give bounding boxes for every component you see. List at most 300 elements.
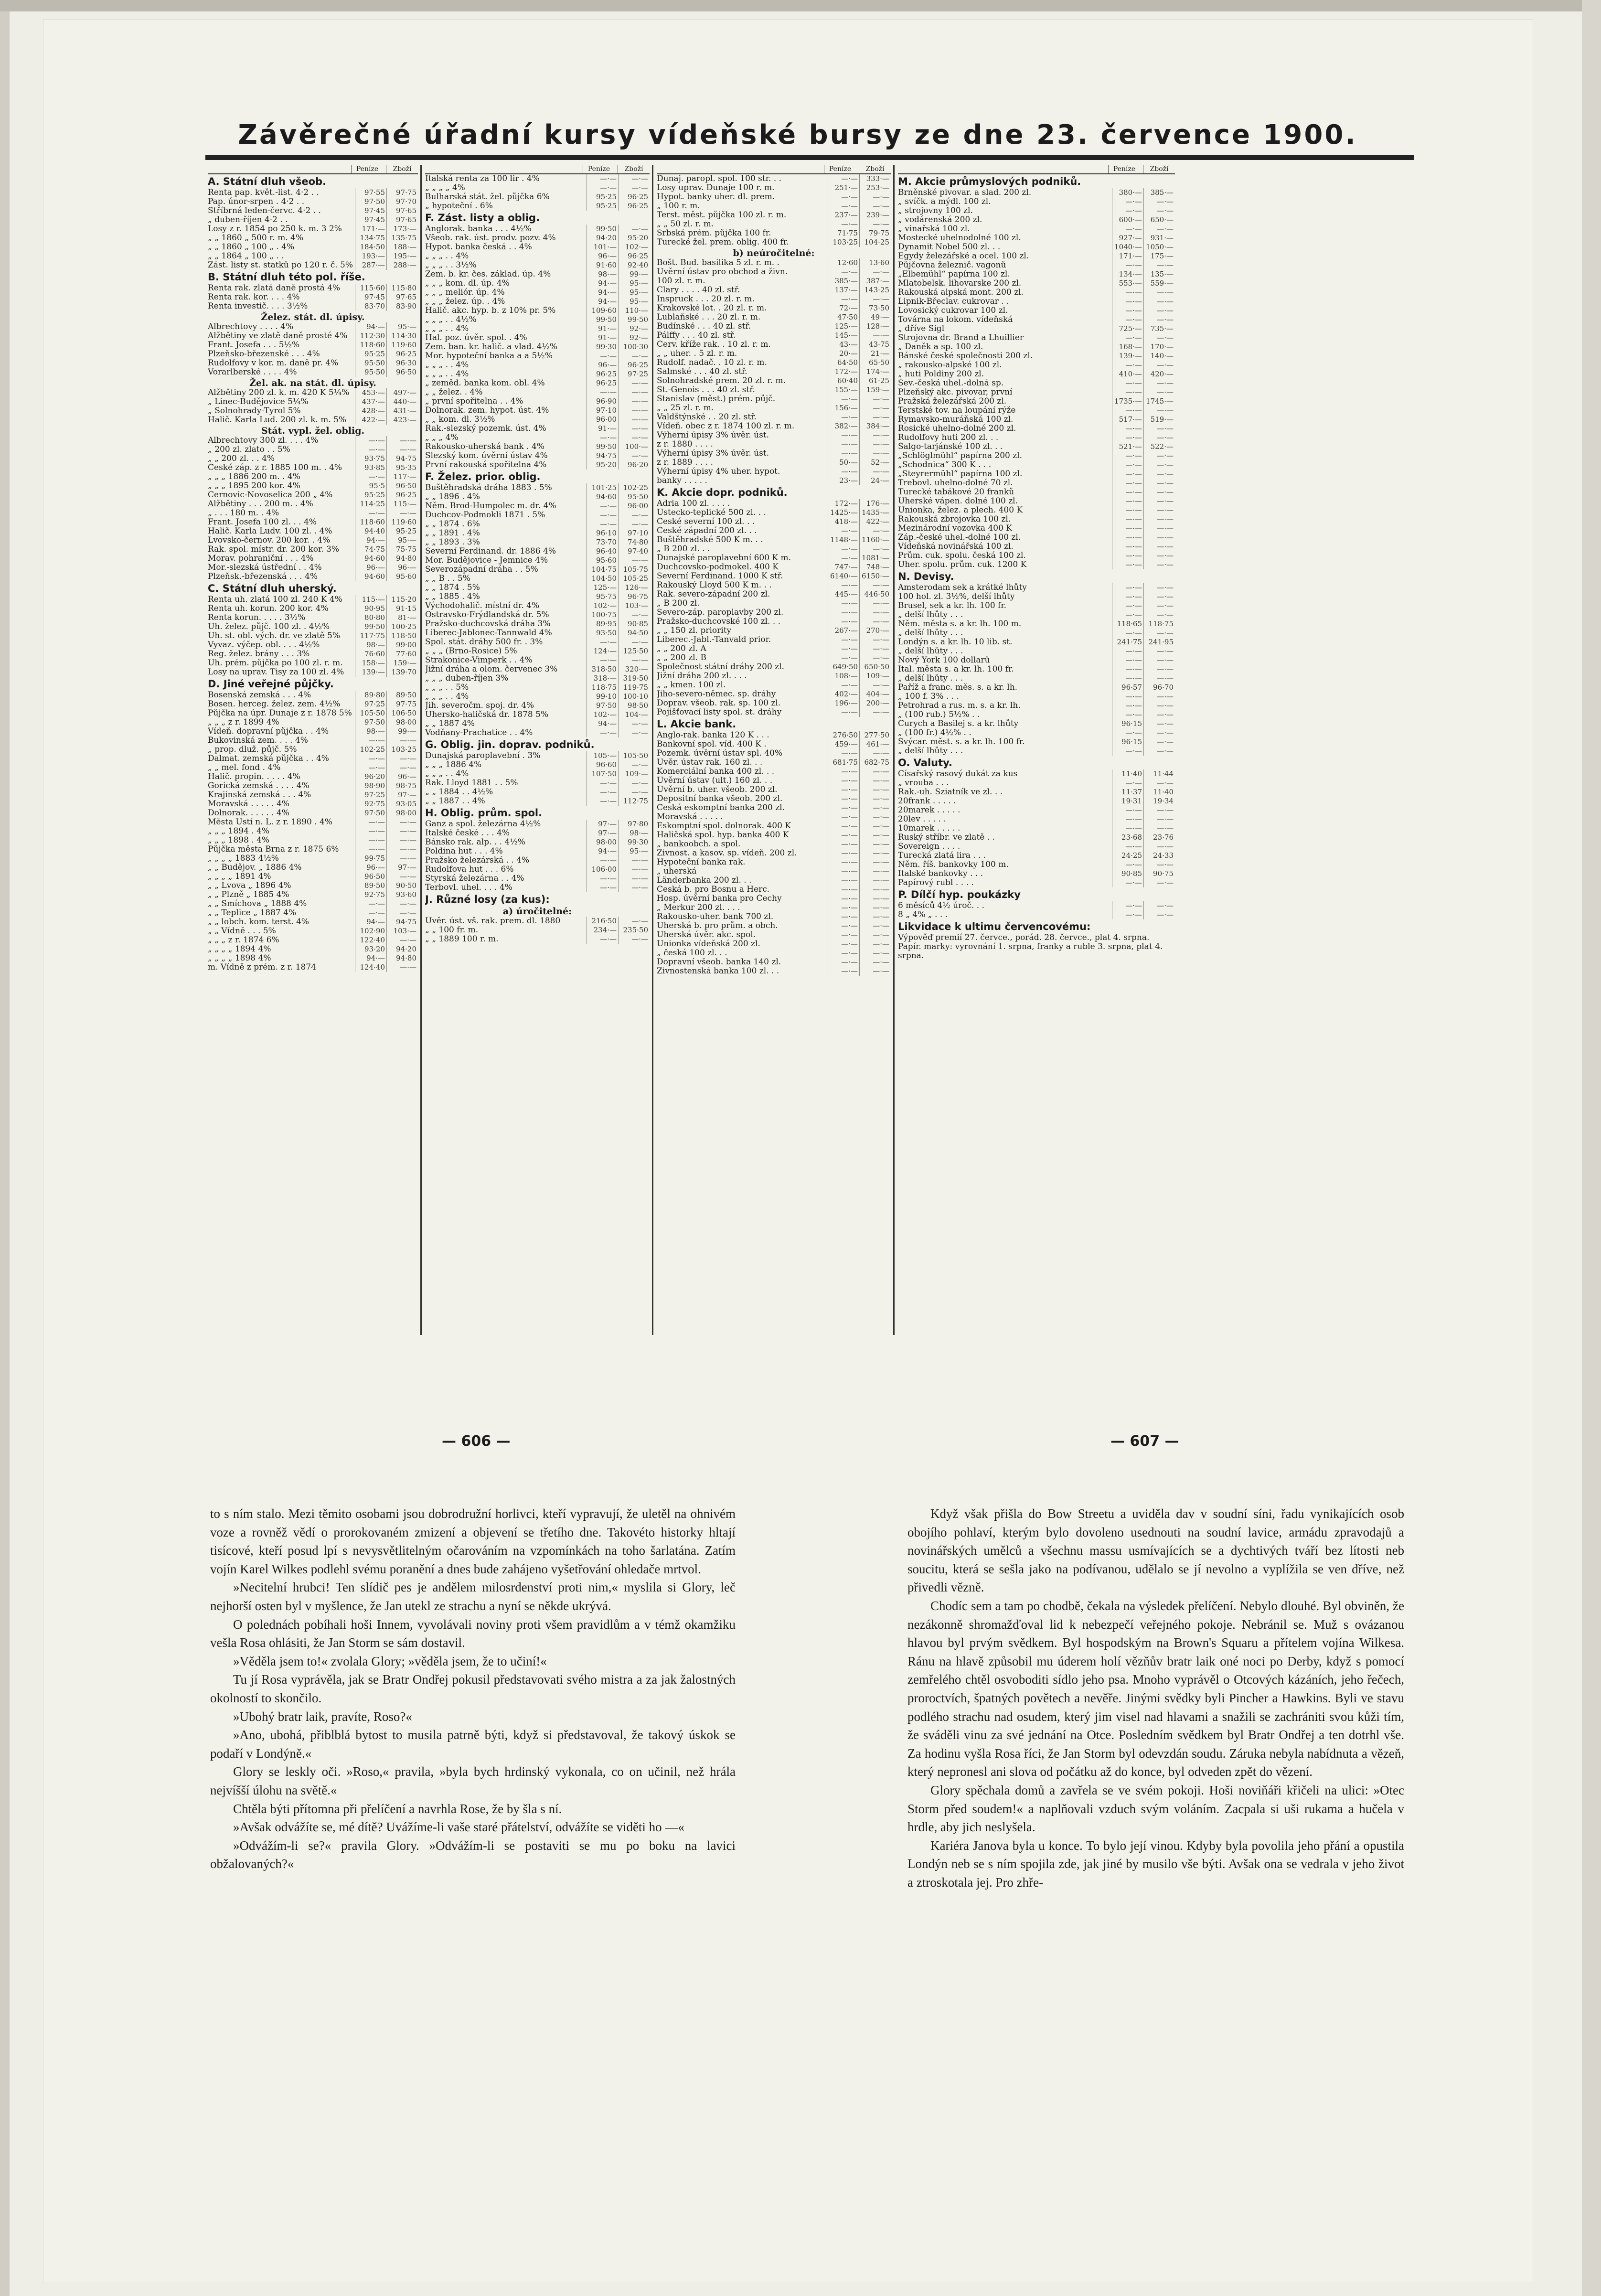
goods-price: 65·50 [859,358,891,367]
security-name: Inspruck . . . 20 zl. r. m. [657,295,755,304]
money-price: 445·— [828,590,859,599]
quote-row [425,760,650,769]
money-price: 94·— [587,847,618,856]
security-name: „ „ „ 1894 . 4% [208,827,270,836]
security-name: Ústecko-teplické 500 zl. . . [657,508,766,517]
quote-row [898,261,1175,270]
quote-row [208,781,418,790]
security-name: „ „ „ meliór. úp. 4% [425,288,505,297]
security-name: Dolnorak. zem. hypot. úst. 4% [425,406,549,415]
quote-row [425,270,650,279]
money-price: 97·45 [355,206,386,215]
quote-row [657,912,891,921]
security-name: Uh. prém. půjčka po 100 zl. r. m. [208,659,343,668]
security-name: „ Daněk a sp. 100 zl. [898,342,983,352]
story-text-right [907,1505,1404,1891]
security-name: „ vinařská 100 zl. [898,224,970,234]
section-heading: B. Státní dluh této pol. říše. [208,271,365,283]
paragraph: »Odvážím-li se?« pravila Glory. »Odvážím-li se postaviti se mu po boku na lavici obžalovaných?« [210,1838,736,1871]
goods-price: 422·— [859,517,891,526]
money-price: 118·75 [587,683,618,692]
security-name: „ „ „ 1895 200 kor. 4% [208,481,300,491]
money-price: 43·— [828,340,859,349]
security-name: Losy na uprav. Tisy za 100 zl. 4% [208,668,344,677]
goods-price: —·— [386,827,418,836]
quote-row [657,467,891,476]
quote-row [425,202,650,211]
money-price: —·— [828,220,859,229]
quote-row [657,367,891,376]
money-price: —·— [587,788,618,797]
quote-row [657,331,891,340]
security-name: Lvovsko-černov. 200 kor. . 4% [208,536,331,545]
quote-row [898,647,1175,656]
security-name: Rakouská zbrojovka 100 zl. [898,515,1011,524]
money-price: —·— [828,608,859,617]
section-heading: Likvidace k ultimu červencovému: [898,921,1091,932]
money-price: 104·50 [587,574,618,583]
goods-price: —·— [859,267,891,277]
quote-row [425,192,650,202]
money-price: —·— [587,656,618,665]
goods-price: —·— [1143,515,1175,524]
story-text-left [210,1505,736,1873]
goods-price: —·— [618,511,650,520]
money-price: —·— [1112,647,1143,656]
quote-row [898,842,1175,851]
money-price: 98·90 [355,781,386,790]
quote-row [657,440,891,449]
security-name: banky . . . . . [657,476,707,485]
quote-row [898,824,1175,833]
quote-row [208,397,418,406]
money-price: 117·75 [355,631,386,641]
security-name: Pražsko-duchcovské 100 zl. . . [657,617,781,626]
money-price: 96·50 [355,872,386,881]
security-name: Dopravní všeob. banka 140 zl. [657,958,781,967]
goods-price: —·— [859,608,891,617]
security-name: Salmské . . . 40 zl. stř. [657,367,747,376]
quote-row [208,500,418,509]
goods-price: —·— [386,736,418,745]
goods-price: —·— [618,638,650,647]
security-name: Frant. Josefa 100 zl. . . 4% [208,518,317,527]
quote-row [425,674,650,683]
money-price: —·— [1112,470,1143,479]
security-name: České záp. z r. 1885 100 m. . 4% [208,463,342,472]
goods-price: 100·— [618,442,650,451]
security-name: „Schlöglmühl“ papírna 200 zl. [898,451,1023,460]
security-name: Východohalič. místní dr. 4% [425,601,540,610]
quote-row [425,656,650,665]
security-name: „ „ Plzně „ 1885 4% [208,890,289,899]
money-price: 97·50 [355,718,386,727]
goods-price: —·— [859,202,891,211]
quote-row [425,333,650,342]
money-price: —·— [828,785,859,794]
goods-price: 105·75 [618,565,650,574]
scan-edge-left [0,0,10,2296]
money-price: 95·25 [355,491,386,500]
quote-row [898,692,1175,701]
quote-row [425,874,650,883]
money-price: —·— [828,413,859,422]
money-price: 318·— [587,674,618,683]
goods-price: 96·— [386,563,418,572]
security-name: Bukovinská zem. . . . 4% [208,736,308,745]
money-price: 89·95 [587,619,618,629]
section-heading: J. Různé losy (za kus): [425,894,550,905]
goods-price: 98·50 [618,701,650,710]
security-name: „ „ 1860 „ 100 „ . 4% [208,243,295,252]
money-price: 725·— [1112,324,1143,333]
security-name: Dunajské paroplavební 600 K m. [657,554,791,563]
money-price: 6140·— [828,572,859,581]
goods-price: 21·— [859,349,891,358]
quote-row [425,261,650,270]
quote-row [657,349,891,358]
quote-row [657,831,891,840]
money-price: 99·30 [587,342,618,352]
money-price: 172·— [828,367,859,376]
quote-row [898,769,1175,779]
money-price: 134·— [1112,270,1143,279]
quote-row [657,662,891,672]
goods-price: —·— [1143,297,1175,306]
quote-row [898,497,1175,506]
money-price: 96·15 [1112,737,1143,747]
goods-price: 159·— [386,659,418,668]
goods-price: —·— [1143,261,1175,270]
goods-price: —·— [859,822,891,831]
goods-price: —·— [1143,878,1175,887]
security-name: „ „ 200 zl. . . 4% [208,454,275,463]
security-name: Renta rak. zlatá daně prostá 4% [208,284,341,293]
goods-price: 90·50 [386,881,418,890]
money-price: —·— [1112,479,1143,488]
goods-price: 735·— [1143,324,1175,333]
goods-price: 96·75 [618,592,650,601]
money-price: —·— [828,885,859,894]
goods-price: —·— [859,331,891,340]
quote-row [657,949,891,958]
paragraph: O polednách pobíhali hoši Innem, vyvolávali noviny proti všem pravidlům a v témž okamžiku vešla Rosa ohlásiti, že Jan Storm se sám dostavil. [210,1617,736,1650]
money-price: —·— [1112,551,1143,560]
security-name: Rak. spol. místr. dr. 200 kor. 3% [208,545,340,554]
security-name: Živnostenská banka 100 zl. . . [657,967,779,976]
money-price: 107·50 [587,769,618,779]
money-price: —·— [828,644,859,653]
money-price: 94·60 [355,572,386,581]
money-price: —·— [828,822,859,831]
goods-price: —·— [618,433,650,442]
money-price: —·— [828,858,859,867]
goods-price: —·— [386,754,418,763]
security-name: „ strojovny 100 zl. [898,206,973,215]
security-name: Londýn s. a kr. lh. 10 lib. st. [898,638,1013,647]
money-price: —·— [587,779,618,788]
security-name: Uh. želez. půjč. 100 zl. . 4½% [208,622,330,631]
money-price: —·— [1112,674,1143,683]
goods-price: —·— [386,908,418,918]
goods-price: —·— [859,617,891,626]
money-price: 94·60 [587,492,618,502]
goods-price: —·— [1143,542,1175,551]
quote-row [898,352,1175,361]
goods-price: 95·— [618,847,650,856]
security-name: „ (100 fr.) 4½% . . [898,728,971,737]
goods-price: —·— [859,708,891,717]
quote-row [425,865,650,874]
quote-row [657,192,891,202]
quote-row [208,234,418,243]
scan-edge-right [1582,0,1601,2296]
security-name: „ „ „ . . 4½% [425,315,477,324]
goods-price: —·— [1143,451,1175,460]
money-price: —·— [828,174,859,183]
money-price: —·— [828,554,859,563]
quote-row [898,197,1175,206]
security-name: Länderbanka 200 zl. . . [657,876,752,885]
money-price: 90·85 [1112,869,1143,878]
security-name: Haličská spol. hyp. banka 400 K [657,831,789,840]
money-price: —·— [828,849,859,858]
quote-row [657,313,891,322]
quote-row [208,416,418,425]
goods-price: 931·— [1143,234,1175,243]
goods-price: —·— [1143,842,1175,851]
security-name: „ „ Vídně . . . 5% [208,927,276,936]
quote-row [898,629,1175,638]
security-name: „ duben-říjen 4·2 . . [208,215,288,224]
money-price: 155·— [828,385,859,395]
settlement-note: Výpověď premií 27. červce., porád. 28. červce., plat 4. srpna. [898,933,1150,942]
security-name: „ „ „ . . 4% [425,692,469,701]
security-name: Úvěrní ústav (ult.) 160 zl. . . [657,776,773,785]
quote-row [208,215,418,224]
quote-row [898,215,1175,224]
security-name: Jiho-severo-němec. sp. dráhy [657,690,776,699]
goods-price: 95·— [386,322,418,331]
goods-price: 79·75 [859,229,891,238]
security-name: Prům. cuk. spolu. česká 100 zl. [898,551,1026,560]
security-name: „ „ „ . . 4% [425,324,469,333]
money-price: —·— [1112,406,1143,415]
security-name: Zem. ban. kr. halič. a vlad. 4½% [425,342,558,352]
quote-row [208,406,418,416]
security-name: Hal. poz. úvěr. spol. . 4% [425,333,527,342]
goods-price: 83·90 [386,302,418,311]
quote-row [898,297,1175,306]
money-price: —·— [828,958,859,967]
goods-price: —·— [1143,224,1175,234]
quote-row [657,858,891,867]
goods-price: 188·— [386,243,418,252]
quote-row [425,692,650,701]
goods-price: 100·30 [618,342,650,352]
money-price: —·— [355,445,386,454]
goods-price: —·— [859,867,891,876]
money-price: 112·30 [355,331,386,341]
goods-price: 97·70 [386,197,418,206]
security-name: „ „ 25 zl. r. m. [657,404,714,413]
security-name: „ Merkur 200 zl. . . . [657,903,740,912]
goods-price: —·— [1143,306,1175,315]
security-name: Ostravsko-Frýdlandská dr. 5% [425,610,549,619]
money-price: —·— [1112,665,1143,674]
security-name: Halič. propin. . . . . 4% [208,772,300,781]
security-name: Budínské . . . 40 zl. stř. [657,322,751,331]
quote-row [425,592,650,601]
quote-row [425,451,650,460]
goods-price: 104·— [618,710,650,719]
quote-row [208,302,418,311]
goods-price: —·— [859,803,891,812]
goods-price: 96·25 [386,350,418,359]
goods-price: 81·— [386,613,418,622]
security-name: Hosp. úvěrní banka pro Čechy [657,894,782,903]
money-price: —·— [1112,333,1143,342]
security-name: Rudolfova hut . . . 6% [425,865,514,874]
security-name: Hypoteční banka rak. [657,858,746,867]
quote-row [898,451,1175,460]
section-heading: P. Dílčí hyp. poukázky [898,889,1021,900]
security-name: Společnost státní dráhy 200 zl. [657,662,784,672]
money-price: 94·60 [355,554,386,563]
quote-row [208,350,418,359]
money-price: 97·25 [355,700,386,709]
goods-price: 61·25 [859,376,891,385]
security-name: Brněnské pivovar. a slad. 200 zl. [898,188,1032,197]
security-name: Půjčovna železnič. vagonů [898,261,1006,270]
goods-price: 92·— [618,324,650,333]
goods-price: —·— [386,436,418,445]
security-name: „ „ 1887 . . 4% [425,797,485,806]
quote-row [657,295,891,304]
money-price: —·— [1112,488,1143,497]
goods-price: —·— [859,967,891,976]
money-price: 158·— [355,659,386,668]
money-price: 74·75 [355,545,386,554]
security-name: „ „ „ . . 4% [425,370,469,379]
money-price: —·— [828,581,859,590]
money-price: —·— [587,520,618,529]
security-name: Jižní dráha a olom. červenec 3% [425,665,558,674]
quote-row [898,415,1175,424]
quote-row [657,277,891,286]
money-price: 76·60 [355,650,386,659]
goods-price: —·— [859,192,891,202]
money-price: —·— [1112,710,1143,719]
goods-price: —·— [859,749,891,758]
security-name: Renta uh. korun. 200 kor. 4% [208,604,329,613]
column-headers [657,165,891,174]
goods-price: —·— [859,894,891,903]
security-name: Uherská úvěr. akc. spol. [657,930,756,940]
security-name: Buštěhradské 500 K m. . . [657,535,763,545]
security-name: Něm. říš. bankovky 100 m. [898,860,1009,869]
quote-row [657,499,891,508]
quote-row [898,270,1175,279]
quote-row [898,479,1175,488]
quote-row [657,776,891,785]
goods-price: 96·20 [618,460,650,470]
security-name: Albrechtovy . . . . 4% [208,322,294,331]
goods-price: 95·— [618,297,650,306]
money-price: 97·25 [355,790,386,800]
security-name: Lipnik-Břeclav. cukrovar . . [898,297,1009,306]
security-name: Něm. města s. a kr. lh. 100 m. [898,619,1022,629]
money-price: —·— [1112,497,1143,506]
quote-row [898,806,1175,815]
goods-price: 95·— [386,536,418,545]
goods-price: —·— [618,883,650,892]
money-price: —·— [1112,533,1143,542]
quote-row [208,650,418,659]
money-price: 95·75 [587,592,618,601]
security-name: Úvěr. ústav rak. 160 zl. . . [657,758,763,767]
money-price: —·— [587,874,618,883]
security-name: 100 zl. r. m. [657,277,705,286]
security-name: Krakovské lot. . 20 zl. r. m. [657,304,767,313]
column-headers [425,165,650,174]
goods-price: 420·— [1143,370,1175,379]
quote-row [657,758,891,767]
security-name: „ „ Teplice „ 1887 4% [208,908,297,918]
quote-row [425,324,650,333]
quote-row [898,788,1175,797]
goods-price: —·— [1143,860,1175,869]
money-price: 97·55 [355,188,386,197]
security-name: Rak.-slezský pozemk. úst. 4% [425,424,546,433]
money-price: 98·— [587,270,618,279]
goods-price: —·— [386,836,418,845]
goods-price: —·— [618,397,650,406]
paragraph: »Věděla jsem to!« zvolala Glory; »věděla jsem, že to učiní!« [233,1654,547,1668]
goods-price: 440·— [386,397,418,406]
quote-row [425,838,650,847]
goods-price: —·— [1143,806,1175,815]
security-name: „ „ Lvova „ 1896 4% [208,881,291,890]
goods-price: —·— [1143,779,1175,788]
quote-row [425,252,650,261]
quote-row [208,481,418,491]
security-name: Jižní dráha 200 zl. . . . [657,672,747,681]
security-name: Losy z r. 1854 po 250 k. m. 3 2% [208,224,342,234]
security-name: „ první spořitelna . . 4% [425,397,523,406]
goods-price: 103·— [386,927,418,936]
paragraph: Chodíc sem a tam po chodbě, čekala na výsledek přelíčení. Nebylo dlouhé. Byl obviněn, že nezákonně shromažďoval lid k nebezpečí veřejného pokoje. Nebránil se. Muž s ovázanou hlavou byl prvým svědkem. Byl hospodským na Brown's Squaru a přítelem vojína Wilkesa. Ránu na hlavě způsobil mu úderem holí vězňův bratr laik oné noci po Derby, když s pomocí zemřelého chtěl osvoboditi sídlo jeho psa. Mnoho vyprávěl o Otcových kázáních, jeho řečech, proroctvích, špatných povětech a nevěře. Jinými svědky byli Pincher a Hawkins. Byli ve stavu podlého strachu nad osudem, který jim visel nad hlavami a snažili se zachrániti svou kůži tím, že sváděli vinu za své jednání na Otce. Posledním svědkem byl Bratr Ondřej a ten dotrhl vše. Za hodinu vyšla Rosa říci, že Jan Storm byl odevzdán soudu. Záruka nebyla nabídnuta a vězeň, který nepronesl ani slova od počátku až do konce, byl odveden zpět do vězení. [907,1598,1404,1779]
goods-price: 96·25 [618,361,650,370]
money-price: 1148·— [828,535,859,545]
quote-row [208,491,418,500]
quote-row [208,800,418,809]
security-name: Buštěhradská dráha 1883 . 5% [425,483,552,492]
quote-row [208,463,418,472]
money-price: 101·25 [587,483,618,492]
money-price: 96·— [587,361,618,370]
security-name: Liberec-Jablonec-Tannwald 4% [425,629,552,638]
security-name: Bankovní spol. víd. 400 K . [657,740,767,749]
money-price: —·— [1112,206,1143,215]
quote-row [657,699,891,708]
security-name: „ „ „ duben-říjen 3% [425,674,509,683]
quote-row [657,767,891,776]
goods-price: 404·— [859,690,891,699]
security-name: Losy uprav. Dunaje 100 r. m. [657,183,775,192]
quote-row [657,840,891,849]
goods-price: 387·— [859,277,891,286]
